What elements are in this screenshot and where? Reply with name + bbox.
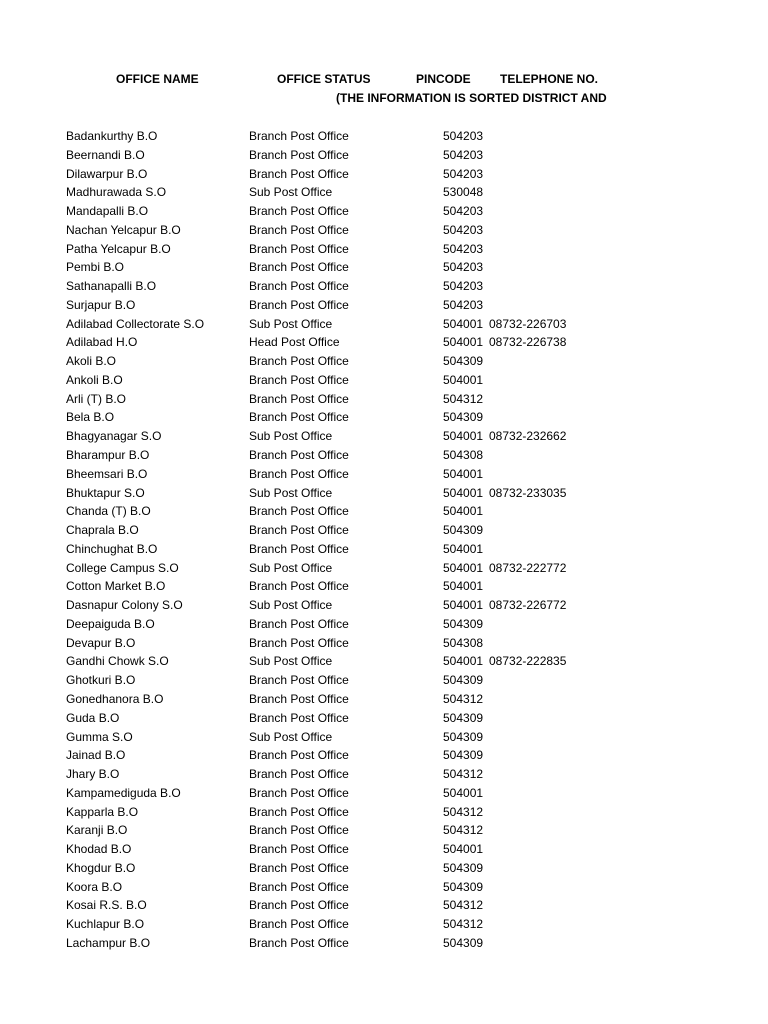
table-row [0,577,768,596]
table-row [0,484,768,503]
pincode-cell: 504309 [443,860,484,875]
table-row [0,915,768,934]
table-row [0,934,768,953]
office-status-cell: Branch Post Office [249,917,349,932]
office-status-cell: Branch Post Office [249,222,349,237]
office-name-cell: Adilabad Collectorate S.O [66,316,205,331]
table-row [0,634,768,653]
table-row [0,427,768,446]
office-status-cell: Branch Post Office [249,579,349,594]
table-row [0,765,768,784]
table-row [0,596,768,615]
column-header-office-name: OFFICE NAME [116,72,199,86]
office-name-cell: Chaprala B.O [66,523,139,538]
office-status-cell: Branch Post Office [249,241,349,256]
office-status-cell: Branch Post Office [249,785,349,800]
office-name-cell: Sathanapalli B.O [66,279,157,294]
telephone-cell: 08732-226772 [489,598,567,613]
table-row [0,408,768,427]
table-row [0,333,768,352]
office-status-cell: Branch Post Office [249,204,349,219]
office-name-cell: Khodad B.O [66,842,132,857]
table-row [0,127,768,146]
office-name-cell: Lachampur B.O [66,935,151,950]
pincode-cell: 504001 [443,560,484,575]
pincode-cell: 504001 [443,785,484,800]
office-name-cell: Gonedhanora B.O [66,691,164,706]
office-status-cell: Branch Post Office [249,898,349,913]
pincode-cell: 504001 [443,316,484,331]
office-name-cell: College Campus S.O [66,560,179,575]
office-name-cell: Gumma S.O [66,729,133,744]
office-name-cell: Cotton Market B.O [66,579,166,594]
table-row [0,465,768,484]
office-name-cell: Bela B.O [66,410,115,425]
pincode-cell: 504203 [443,260,484,275]
table-row [0,502,768,521]
pincode-cell: 504312 [443,691,484,706]
office-status-cell: Branch Post Office [249,823,349,838]
table-row [0,521,768,540]
pincode-cell: 504309 [443,729,484,744]
office-status-cell: Branch Post Office [249,748,349,763]
office-name-cell: Nachan Yelcapur B.O [66,222,181,237]
office-status-cell: Branch Post Office [249,147,349,162]
pincode-cell: 504001 [443,842,484,857]
office-name-cell: Kosai R.S. B.O [66,898,147,913]
office-name-cell: Jainad B.O [66,748,126,763]
office-name-cell: Arli (T) B.O [66,391,126,406]
table-row [0,859,768,878]
telephone-cell: 08732-226703 [489,316,567,331]
office-name-cell: Badankurthy B.O [66,129,158,143]
office-status-cell: Branch Post Office [249,804,349,819]
telephone-cell: 08732-226738 [489,335,567,350]
office-name-cell: Ghotkuri B.O [66,673,136,688]
office-name-cell: Akoli B.O [66,354,117,369]
office-status-cell: Sub Post Office [249,654,333,669]
pincode-cell: 504309 [443,748,484,763]
table-row [0,784,768,803]
office-name-cell: Dilawarpur B.O [66,166,148,181]
table-row [0,728,768,747]
pincode-cell: 504309 [443,523,484,538]
column-header-pincode: PINCODE [416,72,471,86]
pincode-cell: 504309 [443,354,484,369]
telephone-cell: 08732-232662 [489,429,567,444]
office-status-cell: Head Post Office [249,335,340,350]
office-name-cell: Pembi B.O [66,260,125,275]
office-status-cell: Branch Post Office [249,935,349,950]
table-row [0,746,768,765]
pincode-cell: 504001 [443,429,484,444]
office-status-cell: Sub Post Office [249,729,333,744]
office-status-cell: Branch Post Office [249,710,349,725]
telephone-cell: 08732-233035 [489,485,567,500]
office-status-cell: Branch Post Office [249,616,349,631]
table-row [0,146,768,165]
table-row [0,352,768,371]
table-row [0,390,768,409]
office-status-cell: Sub Post Office [249,560,333,575]
office-status-cell: Branch Post Office [249,635,349,650]
office-status-cell: Branch Post Office [249,372,349,387]
office-name-cell: Guda B.O [66,710,120,725]
office-name-cell: Surjapur B.O [66,297,136,312]
office-name-cell: Gandhi Chowk S.O [66,654,169,669]
office-status-cell: Sub Post Office [249,316,333,331]
office-status-cell: Branch Post Office [249,879,349,894]
pincode-cell: 504309 [443,879,484,894]
office-name-cell: Kampamediguda B.O [66,785,181,800]
pincode-cell: 504309 [443,710,484,725]
table-row [0,258,768,277]
pincode-cell: 504308 [443,448,484,463]
pincode-cell: 504308 [443,635,484,650]
table-row [0,165,768,184]
office-name-cell: Karanji B.O [66,823,128,838]
telephone-cell: 08732-222772 [489,560,567,575]
office-status-cell: Sub Post Office [249,485,333,500]
pincode-cell: 504001 [443,598,484,613]
table-row [0,371,768,390]
table-row [0,446,768,465]
pincode-cell: 504001 [443,335,484,350]
office-status-cell: Branch Post Office [249,260,349,275]
table-row [0,315,768,334]
office-name-cell: Khogdur B.O [66,860,136,875]
office-status-cell: Branch Post Office [249,860,349,875]
office-name-cell: Chanda (T) B.O [66,504,151,519]
office-name-cell: Adilabad H.O [66,335,138,350]
pincode-cell: 504001 [443,579,484,594]
office-status-cell: Branch Post Office [249,297,349,312]
pincode-cell: 504309 [443,673,484,688]
sorting-note: (THE INFORMATION IS SORTED DISTRICT AND [336,91,607,105]
office-status-cell: Sub Post Office [249,598,333,613]
office-name-cell: Jhary B.O [66,767,120,782]
office-name-cell: Beernandi B.O [66,147,145,162]
office-name-cell: Bharampur B.O [66,448,150,463]
pincode-cell: 504312 [443,917,484,932]
office-status-cell: Branch Post Office [249,842,349,857]
pincode-cell: 504312 [443,823,484,838]
office-status-cell: Branch Post Office [249,541,349,556]
office-status-cell: Branch Post Office [249,354,349,369]
pincode-cell: 504203 [443,297,484,312]
pincode-cell: 504001 [443,654,484,669]
office-status-cell: Branch Post Office [249,410,349,425]
telephone-cell: 08732-222835 [489,654,567,669]
pincode-cell: 504001 [443,466,484,481]
table-row [0,559,768,578]
pincode-cell: 504001 [443,504,484,519]
office-name-cell: Devapur B.O [66,635,136,650]
pincode-cell: 504203 [443,129,484,143]
office-name-cell: Bhagyanagar S.O [66,429,162,444]
pincode-cell: 504203 [443,222,484,237]
office-name-cell: Mandapalli B.O [66,204,149,219]
pincode-cell: 504309 [443,616,484,631]
pincode-cell: 504203 [443,147,484,162]
table-row [0,690,768,709]
office-name-cell: Kapparla B.O [66,804,139,819]
column-header-telephone: TELEPHONE NO. [500,72,599,86]
pincode-cell: 504309 [443,410,484,425]
table-row [0,896,768,915]
office-status-cell: Branch Post Office [249,279,349,294]
table-row [0,277,768,296]
office-list [0,127,768,953]
office-status-cell: Sub Post Office [249,185,333,200]
office-name-cell: Kuchlapur B.O [66,917,145,932]
table-row [0,183,768,202]
table-row [0,202,768,221]
office-status-cell: Branch Post Office [249,129,349,143]
pincode-cell: 504312 [443,898,484,913]
pincode-cell: 504203 [443,279,484,294]
office-status-cell: Sub Post Office [249,429,333,444]
office-status-cell: Branch Post Office [249,448,349,463]
office-name-cell: Bhuktapur S.O [66,485,145,500]
pincode-cell: 504203 [443,166,484,181]
pincode-cell: 504309 [443,935,484,950]
table-row [0,803,768,822]
office-name-cell: Ankoli B.O [66,372,123,387]
table-row [0,240,768,259]
table-row [0,840,768,859]
pincode-cell: 504001 [443,541,484,556]
pincode-cell: 504001 [443,372,484,387]
table-row [0,221,768,240]
table-row [0,671,768,690]
table-row [0,540,768,559]
table-row [0,615,768,634]
office-name-cell: Koora B.O [66,879,123,894]
pincode-cell: 504312 [443,391,484,406]
table-row [0,709,768,728]
pincode-cell: 504203 [443,241,484,256]
office-name-cell: Dasnapur Colony S.O [66,598,183,613]
table-row [0,652,768,671]
table-row [0,296,768,315]
office-status-cell: Branch Post Office [249,466,349,481]
table-row [0,878,768,897]
office-status-cell: Branch Post Office [249,504,349,519]
office-name-cell: Madhurawada S.O [66,185,167,200]
pincode-cell: 504312 [443,804,484,819]
office-name-cell: Chinchughat B.O [66,541,158,556]
office-name-cell: Bheemsari B.O [66,466,148,481]
table-row [0,821,768,840]
pincode-cell: 504203 [443,204,484,219]
office-status-cell: Branch Post Office [249,166,349,181]
pincode-cell: 504312 [443,767,484,782]
pincode-cell: 530048 [443,185,484,200]
office-status-cell: Branch Post Office [249,767,349,782]
office-status-cell: Branch Post Office [249,391,349,406]
office-status-cell: Branch Post Office [249,673,349,688]
office-name-cell: Deepaiguda B.O [66,616,155,631]
office-status-cell: Branch Post Office [249,691,349,706]
office-name-cell: Patha Yelcapur B.O [66,241,171,256]
pincode-cell: 504001 [443,485,484,500]
office-status-cell: Branch Post Office [249,523,349,538]
column-header-office-status: OFFICE STATUS [277,72,371,86]
